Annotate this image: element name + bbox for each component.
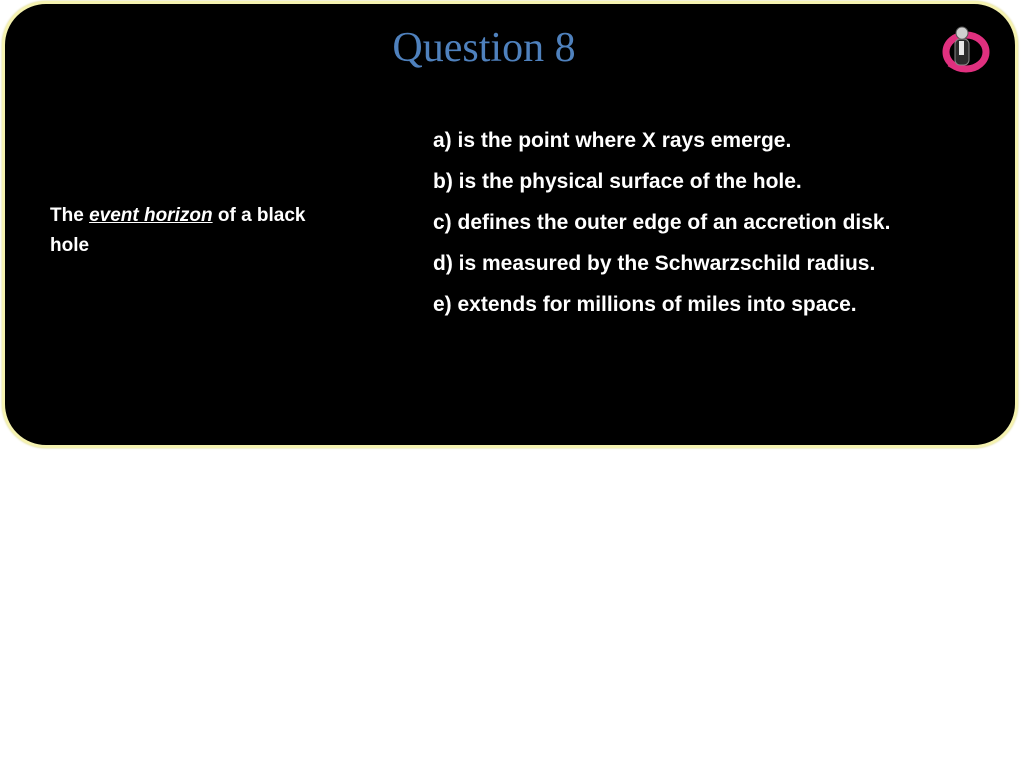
question-prompt <box>50 201 310 261</box>
answer-option-e[interactable]: e) extends for millions of miles into space. <box>433 293 857 316</box>
answer-list <box>433 120 1013 325</box>
answer-option-c[interactable]: c) defines the outer edge of an accretion disk. <box>433 211 891 234</box>
answer-option-a[interactable]: a) is the point where X rays emerge. <box>433 129 792 152</box>
slide-panel <box>2 1 1018 448</box>
slide-title: Question 8 <box>392 25 576 71</box>
answer-option-b[interactable]: b) is the physical surface of the hole. <box>433 170 802 193</box>
prompt-lead: The <box>50 205 90 226</box>
prompt-tail: of a black hole <box>50 205 306 256</box>
answer-option-d[interactable]: d) is measured by the Schwarzschild radius. <box>433 252 876 275</box>
logo-icon <box>941 24 991 76</box>
prompt-term: event horizon <box>89 205 213 226</box>
